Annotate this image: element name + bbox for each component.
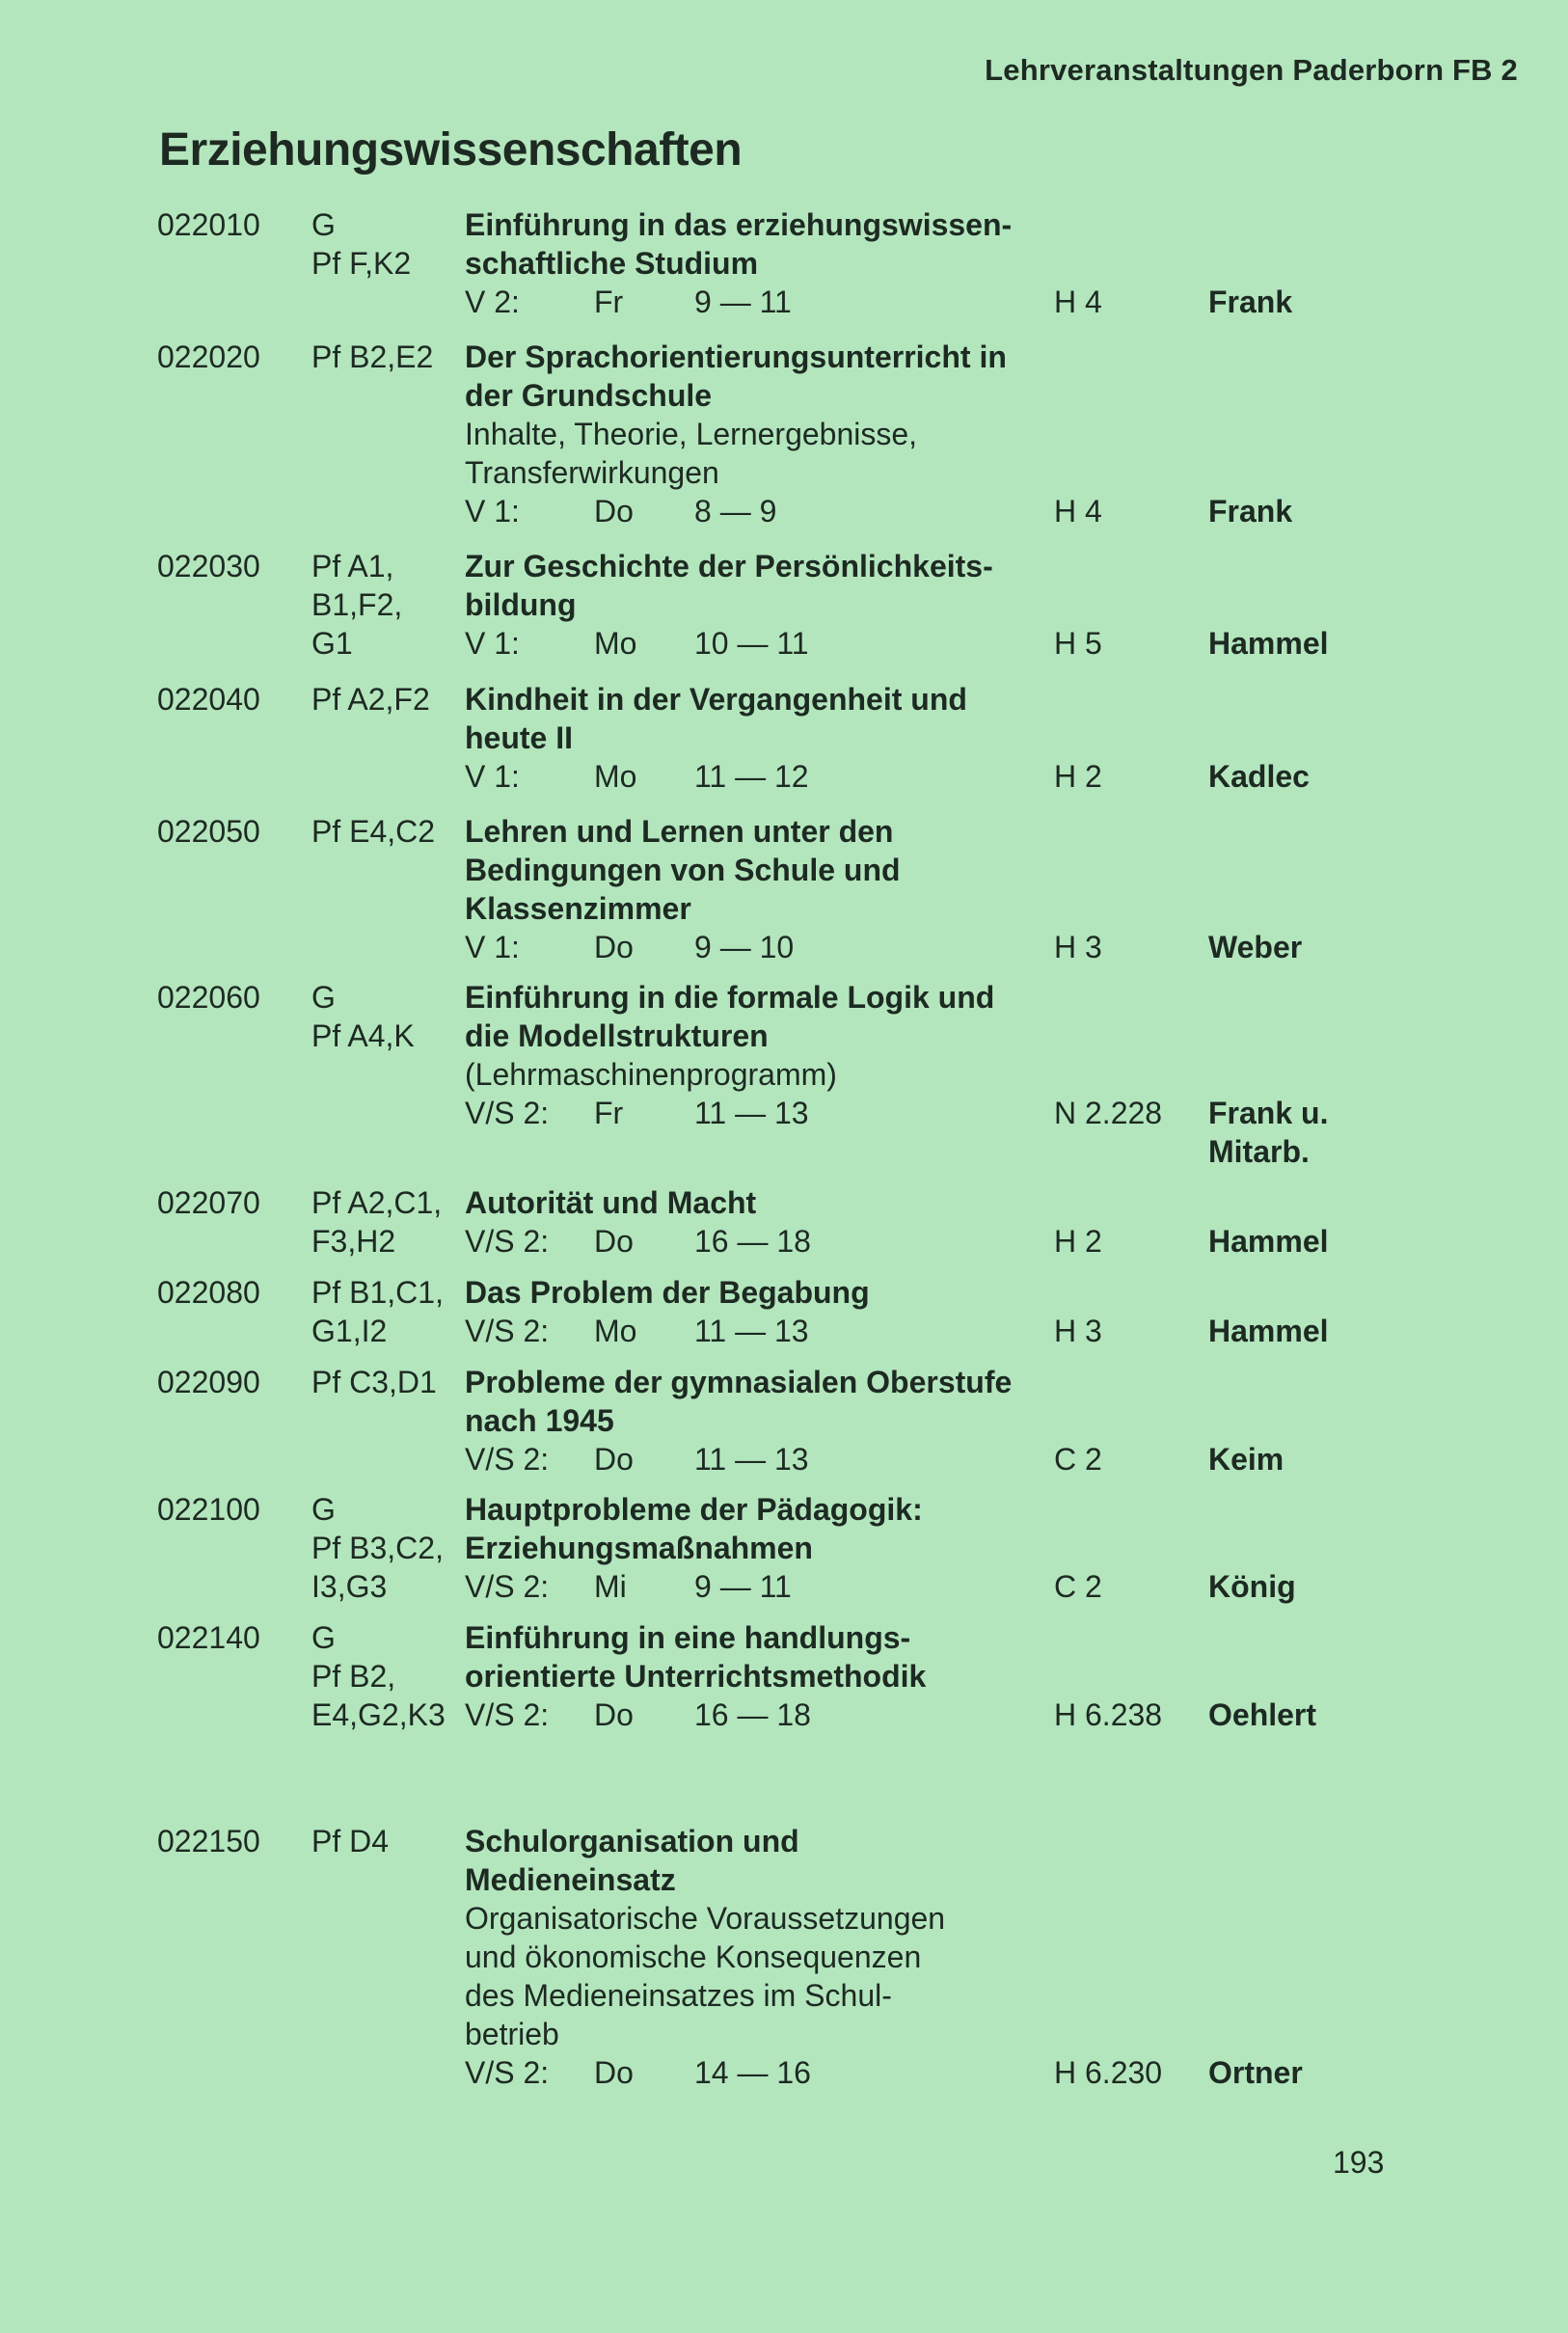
course-title xyxy=(465,338,1082,415)
course-field-line: G1,I2 xyxy=(311,1314,388,1348)
course-schedule xyxy=(465,928,1082,966)
course-field-line: Pf F,K2 xyxy=(311,246,412,281)
course-time: 11 — 12 xyxy=(694,759,809,794)
course-main xyxy=(465,1822,1082,2092)
course-field-line: Pf C3,D1 xyxy=(311,1365,437,1399)
course-title xyxy=(465,547,1082,624)
course-schedule xyxy=(465,283,1082,321)
course-day: Do xyxy=(594,1697,634,1732)
page-number: 193 xyxy=(1333,2145,1385,2180)
course-main xyxy=(465,680,1082,796)
course-lecturer xyxy=(1208,492,1292,530)
course-fields xyxy=(311,1363,437,1401)
course-room: H 3 xyxy=(1054,930,1102,964)
course-type: V 1: xyxy=(465,494,520,529)
course-title xyxy=(465,205,1082,283)
course-lecturer xyxy=(1208,1222,1329,1261)
course-room: H 5 xyxy=(1054,626,1102,661)
course-lecturer-line: Oehlert xyxy=(1208,1697,1317,1732)
course-number: 022090 xyxy=(157,1365,260,1399)
course-lecturer xyxy=(1208,1695,1316,1734)
course-title xyxy=(465,1490,1082,1567)
course-schedule xyxy=(465,1567,1082,1606)
course-fields xyxy=(311,1822,389,1860)
course-title-line: schaftliche Studium xyxy=(465,246,759,281)
course-description xyxy=(465,415,1082,492)
course-field-line: G xyxy=(311,1492,336,1527)
course-room: H 6.230 xyxy=(1054,2055,1163,2090)
course-fields xyxy=(311,205,411,283)
course-field-line: E4,G2,K3 xyxy=(311,1697,446,1732)
course-description-line: des Medieneinsatzes im Schul- xyxy=(465,1978,892,2013)
course-title-line: der Grundschule xyxy=(465,378,713,413)
course-number: 022030 xyxy=(157,549,260,583)
course-title xyxy=(465,1273,1082,1312)
course-title-line: Kindheit in der Vergangenheit und xyxy=(465,682,967,717)
course-field-line: G xyxy=(311,1620,336,1655)
course-main xyxy=(465,1273,1082,1350)
course-main xyxy=(465,547,1082,663)
course-title-line: Einführung in das erziehungswissen- xyxy=(465,207,1013,242)
course-number: 022060 xyxy=(157,980,260,1015)
course-day: Do xyxy=(594,1442,634,1477)
course-time: 10 — 11 xyxy=(694,626,809,661)
course-day: Do xyxy=(594,2055,634,2090)
course-number: 022100 xyxy=(157,1492,260,1527)
course-lecturer xyxy=(1208,1567,1296,1606)
course-title-line: die Modellstrukturen xyxy=(465,1018,769,1053)
course-schedule xyxy=(465,2053,1082,2092)
course-title xyxy=(465,1183,1082,1222)
course-main xyxy=(465,338,1082,530)
course-lecturer-line: Weber xyxy=(1208,930,1303,964)
course-day: Mo xyxy=(594,1314,637,1348)
course-title-line: Lehren und Lernen unter den xyxy=(465,814,894,849)
course-number: 022050 xyxy=(157,814,260,849)
course-title-line: Erziehungsmaßnahmen xyxy=(465,1531,813,1565)
course-fields xyxy=(311,338,433,376)
course-main xyxy=(465,1363,1082,1478)
course-description-line: und ökonomische Konsequenzen xyxy=(465,1940,922,1974)
course-type: V 1: xyxy=(465,759,520,794)
course-lecturer-line: Hammel xyxy=(1208,1314,1329,1348)
course-lecturer xyxy=(1208,1440,1284,1478)
course-title xyxy=(465,1822,1082,1899)
course-schedule xyxy=(465,1094,1082,1132)
course-type: V/S 2: xyxy=(465,1697,550,1732)
course-lecturer xyxy=(1208,1312,1329,1350)
course-lecturer-line: Hammel xyxy=(1208,1224,1329,1259)
course-room: C 2 xyxy=(1054,1569,1102,1604)
course-number: 022010 xyxy=(157,207,260,242)
course-title-line: Der Sprachorientierungsunterricht in xyxy=(465,339,1007,374)
course-field-line: G xyxy=(311,207,336,242)
course-schedule xyxy=(465,492,1082,530)
section-title: Erziehungswissenschaften xyxy=(159,124,743,176)
course-field-line: Pf B2, xyxy=(311,1659,396,1694)
course-day: Fr xyxy=(594,285,624,319)
course-lecturer-line: König xyxy=(1208,1569,1296,1604)
course-field-line: Pf D4 xyxy=(311,1824,390,1858)
course-time: 11 — 13 xyxy=(694,1096,809,1130)
course-description-line: Organisatorische Voraussetzungen xyxy=(465,1901,946,1936)
course-lecturer xyxy=(1208,624,1329,663)
course-title-line: heute II xyxy=(465,720,574,755)
course-fields xyxy=(311,1183,442,1261)
course-title-line: Medieneinsatz xyxy=(465,1862,676,1897)
course-room: H 3 xyxy=(1054,1314,1102,1348)
course-time: 9 — 11 xyxy=(694,1569,792,1604)
course-main xyxy=(465,812,1082,966)
course-main xyxy=(465,978,1082,1132)
course-title-line: orientierte Unterrichtsmethodik xyxy=(465,1659,927,1694)
page-header: Lehrveranstaltungen Paderborn FB 2 xyxy=(985,53,1518,87)
course-time: 9 — 10 xyxy=(694,930,795,964)
course-type: V/S 2: xyxy=(465,1096,550,1130)
course-description xyxy=(465,1055,1082,1094)
course-lecturer xyxy=(1208,757,1310,796)
course-time: 16 — 18 xyxy=(694,1697,811,1732)
course-room: H 2 xyxy=(1054,759,1102,794)
course-main xyxy=(465,205,1082,321)
course-type: V 2: xyxy=(465,285,520,319)
course-time: 8 — 9 xyxy=(694,494,777,529)
course-title xyxy=(465,1363,1082,1440)
course-room: H 2 xyxy=(1054,1224,1102,1259)
course-field-line: G1 xyxy=(311,626,353,661)
course-lecturer-line: Kadlec xyxy=(1208,759,1310,794)
course-field-line: Pf A2,C1, xyxy=(311,1185,443,1220)
course-title xyxy=(465,978,1082,1055)
course-title-line: Einführung in die formale Logik und xyxy=(465,980,995,1015)
course-schedule xyxy=(465,624,1082,663)
course-time: 16 — 18 xyxy=(694,1224,811,1259)
course-field-line: I3,G3 xyxy=(311,1569,388,1604)
course-room: H 4 xyxy=(1054,494,1102,529)
course-main xyxy=(465,1490,1082,1606)
course-title-line: Zur Geschichte der Persönlichkeits- xyxy=(465,549,993,583)
course-field-line: Pf A1, xyxy=(311,549,394,583)
course-lecturer-line: Keim xyxy=(1208,1442,1284,1477)
course-room: C 2 xyxy=(1054,1442,1102,1477)
course-number: 022070 xyxy=(157,1185,260,1220)
course-field-line: Pf E4,C2 xyxy=(311,814,436,849)
course-type: V 1: xyxy=(465,930,520,964)
course-title-line: Hauptprobleme der Pädagogik: xyxy=(465,1492,923,1527)
course-title-line: Probleme der gymnasialen Oberstufe xyxy=(465,1365,1013,1399)
course-field-line: Pf A2,F2 xyxy=(311,682,430,717)
course-time: 14 — 16 xyxy=(694,2055,811,2090)
course-lecturer xyxy=(1208,1094,1328,1171)
course-title-line: bildung xyxy=(465,587,577,622)
course-number: 022150 xyxy=(157,1824,260,1858)
course-room: N 2.228 xyxy=(1054,1096,1163,1130)
course-schedule xyxy=(465,1695,1082,1734)
course-field-line: Pf B2,E2 xyxy=(311,339,434,374)
course-fields xyxy=(311,812,435,851)
course-schedule xyxy=(465,1440,1082,1478)
course-schedule xyxy=(465,757,1082,796)
course-lecturer-line: Hammel xyxy=(1208,626,1329,661)
course-description-line: betrieb xyxy=(465,2017,559,2051)
course-field-line: Pf A4,K xyxy=(311,1018,415,1053)
course-lecturer-line: Mitarb. xyxy=(1208,1134,1310,1169)
course-fields xyxy=(311,1273,444,1350)
course-schedule xyxy=(465,1222,1082,1261)
course-title-line: nach 1945 xyxy=(465,1403,614,1438)
course-number: 022080 xyxy=(157,1275,260,1310)
course-lecturer-line: Ortner xyxy=(1208,2055,1303,2090)
course-lecturer-line: Frank xyxy=(1208,494,1293,529)
course-lecturer-line: Frank u. xyxy=(1208,1096,1329,1130)
course-title xyxy=(465,812,1082,928)
course-type: V/S 2: xyxy=(465,2055,550,2090)
course-schedule xyxy=(465,1312,1082,1350)
course-time: 11 — 13 xyxy=(694,1314,809,1348)
course-day: Mi xyxy=(594,1569,627,1604)
course-day: Mo xyxy=(594,759,637,794)
course-field-line: G xyxy=(311,980,336,1015)
course-fields xyxy=(311,1618,446,1734)
course-field-line: F3,H2 xyxy=(311,1224,396,1259)
course-fields xyxy=(311,680,430,719)
course-room: H 4 xyxy=(1054,285,1102,319)
course-number: 022020 xyxy=(157,339,260,374)
course-day: Do xyxy=(594,1224,634,1259)
course-day: Do xyxy=(594,930,634,964)
course-lecturer xyxy=(1208,2053,1303,2092)
course-fields xyxy=(311,1490,444,1606)
course-type: V/S 2: xyxy=(465,1569,550,1604)
course-time: 9 — 11 xyxy=(694,285,792,319)
course-main xyxy=(465,1183,1082,1261)
course-type: V/S 2: xyxy=(465,1314,550,1348)
course-day: Fr xyxy=(594,1096,624,1130)
course-room: H 6.238 xyxy=(1054,1697,1163,1732)
course-day: Mo xyxy=(594,626,637,661)
course-title xyxy=(465,1618,1082,1695)
course-field-line: Pf B1,C1, xyxy=(311,1275,444,1310)
course-day: Do xyxy=(594,494,634,529)
course-fields xyxy=(311,547,402,663)
course-description-line: (Lehrmaschinenprogramm) xyxy=(465,1057,837,1092)
course-description-line: Transferwirkungen xyxy=(465,455,719,490)
course-fields xyxy=(311,978,415,1055)
course-type: V/S 2: xyxy=(465,1224,550,1259)
course-lecturer xyxy=(1208,283,1292,321)
course-title-line: Autorität und Macht xyxy=(465,1185,757,1220)
course-field-line: Pf B3,C2, xyxy=(311,1531,444,1565)
course-time: 11 — 13 xyxy=(694,1442,809,1477)
course-title-line: Schulorganisation und xyxy=(465,1824,799,1858)
course-title-line: Einführung in eine handlungs- xyxy=(465,1620,911,1655)
course-description-line: Inhalte, Theorie, Lernergebnisse, xyxy=(465,417,918,451)
course-number: 022140 xyxy=(157,1620,260,1655)
course-lecturer xyxy=(1208,928,1302,966)
course-title-line: Das Problem der Begabung xyxy=(465,1275,870,1310)
course-title xyxy=(465,680,1082,757)
course-main xyxy=(465,1618,1082,1734)
course-lecturer-line: Frank xyxy=(1208,285,1293,319)
course-description xyxy=(465,1899,1082,2053)
course-type: V 1: xyxy=(465,626,520,661)
course-number: 022040 xyxy=(157,682,260,717)
course-title-line: Bedingungen von Schule und xyxy=(465,853,901,887)
course-title-line: Klassenzimmer xyxy=(465,891,691,926)
course-type: V/S 2: xyxy=(465,1442,550,1477)
course-field-line: B1,F2, xyxy=(311,587,403,622)
